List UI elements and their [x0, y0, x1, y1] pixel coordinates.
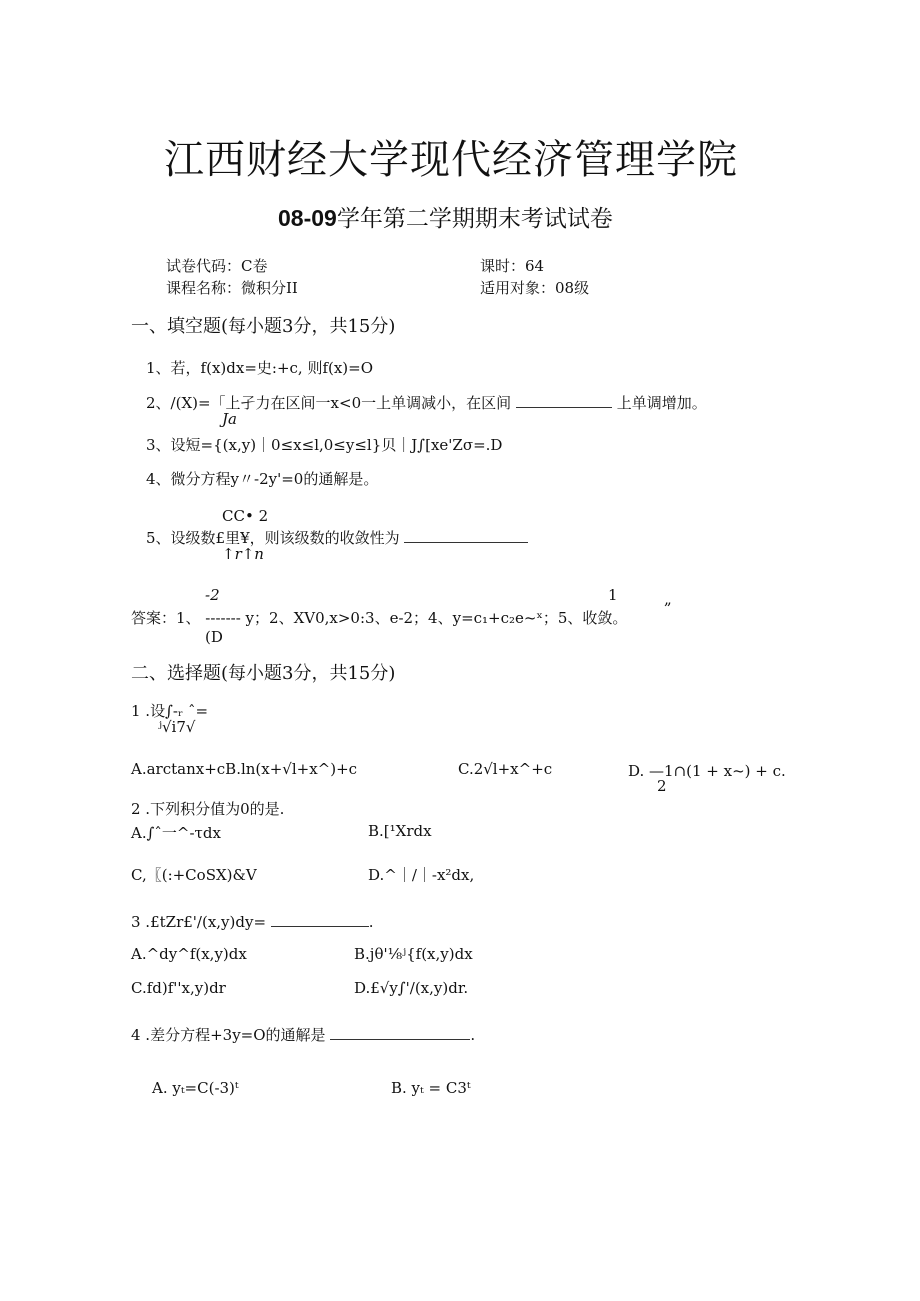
answer-fraction-bottom: (D: [205, 628, 223, 646]
course-hours: 课时：64: [480, 257, 545, 275]
s1-q5-text: 5、设级数£里¥，则该级数的收敛性为: [146, 529, 400, 547]
answer-superscript: 1: [608, 586, 618, 604]
s2-q3-text: 3 .£tZr£'/(x,y)dy=: [131, 913, 267, 931]
exam-title-year: 08-09: [278, 205, 337, 231]
s2-q2-option-c: C,〖(:+CoSX)&V: [131, 866, 257, 884]
s2-question-1: 1 .设∫-ᵣ ˆ=: [131, 702, 209, 720]
s1-q2-subscript: Ja: [222, 410, 237, 428]
s2-q2-option-b: B.[¹Xrdx: [368, 822, 432, 840]
s1-q2-text: 2、/(X)=「上孑力在区间一x<0一上单调减小，在区间: [146, 394, 512, 412]
s2-q3-option-c: C.fd)f''x,y)dr: [131, 979, 226, 997]
section2-heading: 二、选择题(每小题3分，共15分): [131, 663, 396, 684]
answer-mark: „: [664, 590, 672, 608]
s2-q1-option-d-denominator: 2: [657, 777, 667, 795]
s2-q4-option-b: B. yₜ = C3ᵗ: [391, 1079, 471, 1097]
answer-fraction-top: -2: [205, 586, 220, 604]
s2-question-2: 2 .下列积分值为0的是.: [131, 800, 285, 818]
s2-q1-option-ab: A.arctanx+cB.ln(x+√l+x^)+c: [131, 760, 358, 778]
s2-q3-text-end: .: [368, 913, 374, 931]
s1-q2-blank: [516, 407, 612, 408]
s2-question-4: [131, 1024, 475, 1045]
s2-q4-text: 4 .差分方程+3y=O的通解是: [131, 1026, 326, 1044]
target-students: 适用对象：08级: [480, 279, 590, 297]
s2-q4-blank: [330, 1039, 470, 1040]
exam-title: [278, 200, 613, 233]
school-title: 江西财经大学现代经济管理学院: [164, 137, 738, 183]
s1-q5-blank: [404, 542, 528, 543]
section1-heading: 一、填空题(每小题3分，共15分): [131, 316, 396, 337]
s2-q3-option-d: D.£√y∫'/(x,y)dr.: [354, 979, 469, 997]
course-name: 课程名称：微积分II: [166, 279, 298, 297]
s1-q5-subscript: ↑r↑n: [222, 545, 264, 563]
exam-title-rest: 学年第二学期期末考试试卷: [336, 206, 613, 232]
s2-q4-text-end: .: [470, 1026, 476, 1044]
exam-code: 试卷代码：C卷: [166, 257, 268, 275]
s2-q3-option-a: A.^dy^f(x,y)dx: [131, 945, 247, 963]
s2-q3-option-b: B.jθ'⅛ʲ{f(x,y)dx: [354, 945, 473, 963]
answer-line: 答案：1、 ------- y；2、XV0,x>0:3、e-2；4、y=c₁+c₂e~ˣ；5、收敛。: [131, 609, 628, 627]
s2-q4-option-a: A. yₜ=C(-3)ᵗ: [152, 1079, 239, 1097]
s2-q2-option-a: A.∫ˆ一^-τdx: [131, 824, 221, 842]
s1-question-5: [146, 527, 528, 548]
s1-q2-text-end: 上单调增加。: [616, 394, 707, 412]
s1-q5-superscript: CC• 2: [222, 507, 269, 525]
s2-question-3: [131, 913, 374, 931]
s2-q1-option-d: D. —1∩(1 + x~) + c.: [628, 762, 786, 780]
s2-q1-subscript: ʲ√i7√: [158, 718, 196, 736]
s1-question-4: 4、微分方程y〃-2y'=0的通解是。: [146, 470, 379, 488]
s2-q2-option-d: D.^｜/｜-x²dx,: [368, 866, 475, 884]
s1-question-1: 1、若，f(x)dx=史:+c, 则f(x)=O: [146, 359, 374, 377]
s1-question-3: 3、设短={(x,y)｜0≤x≤l,0≤y≤l}贝｜J∫[xe'Zσ=.D: [146, 436, 503, 454]
s2-q1-option-c: C.2√l+x^+c: [458, 760, 553, 778]
s2-q3-blank: [271, 926, 369, 927]
